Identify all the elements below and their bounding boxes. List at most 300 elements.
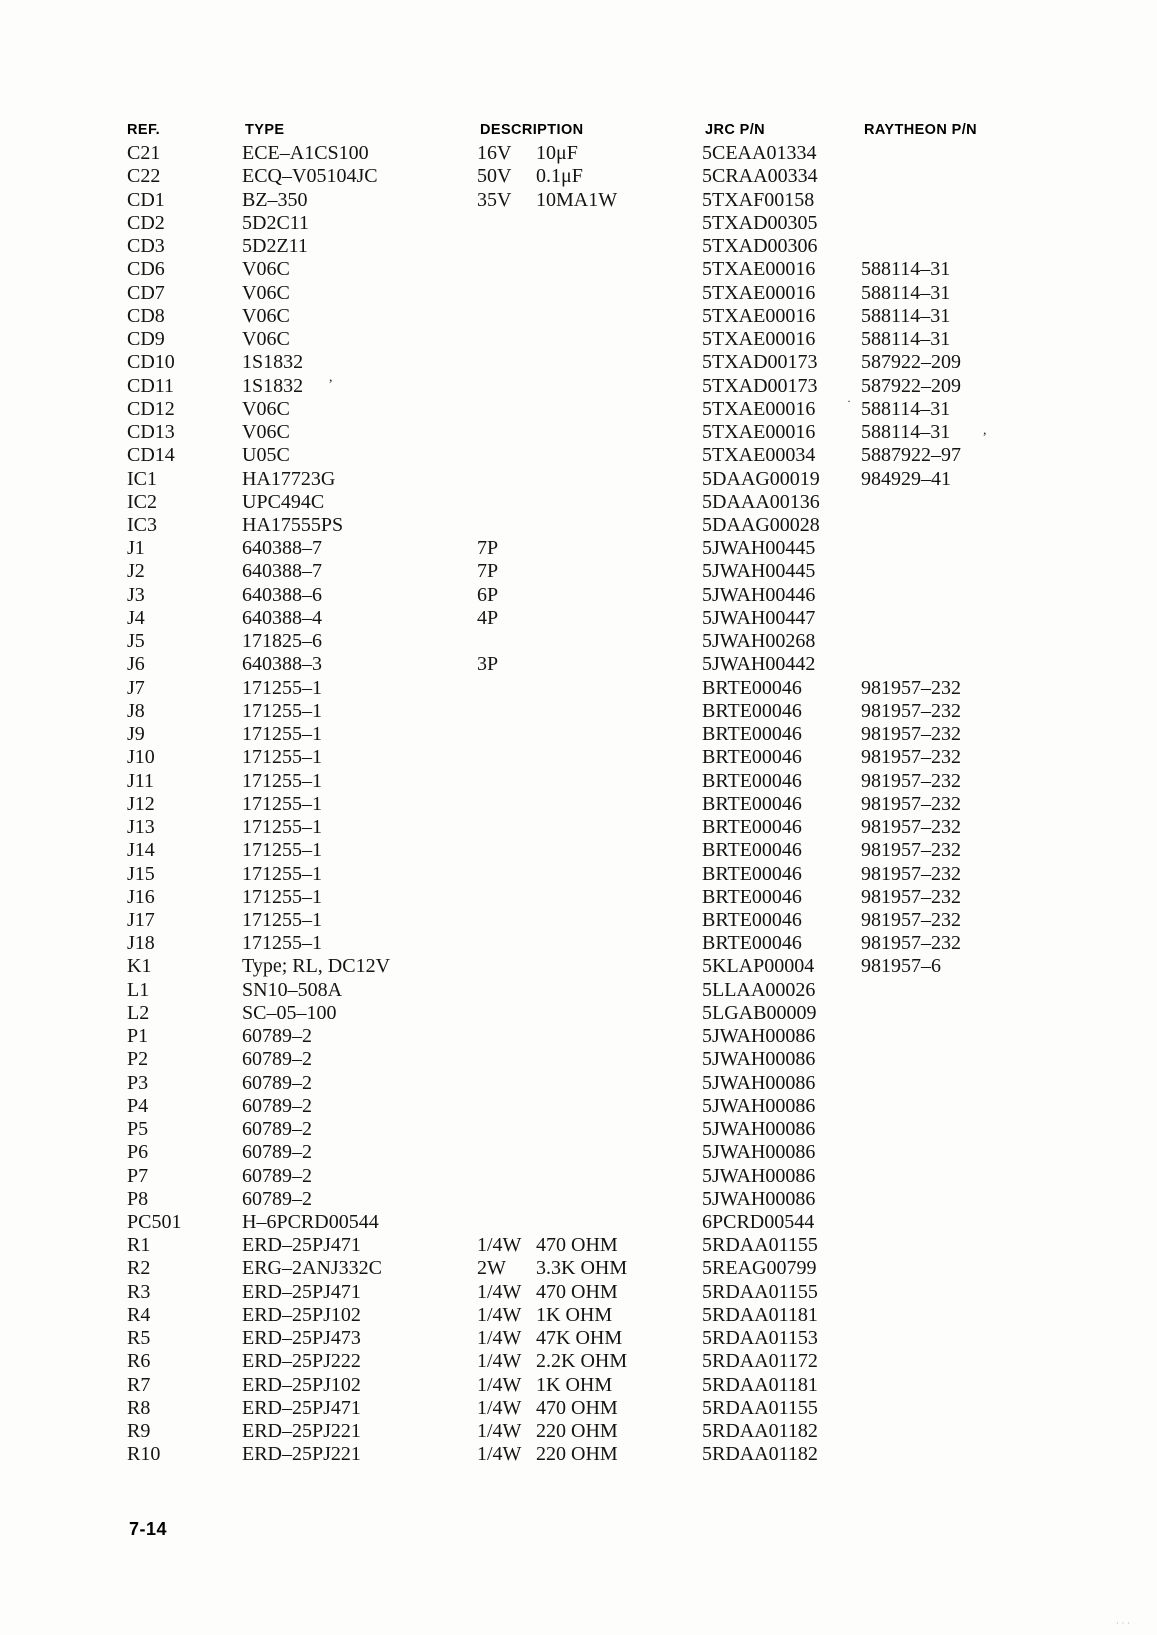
ref-cell: L2 xyxy=(127,1001,150,1024)
table-row xyxy=(127,258,1131,281)
description-cell xyxy=(477,537,702,560)
raytheon-pn-cell xyxy=(861,1374,1131,1397)
table-row xyxy=(127,212,1131,235)
type-cell: ERD–25PJ473 xyxy=(242,1327,361,1350)
table-row xyxy=(127,537,1131,560)
jrc-pn-cell: 5TXAD00173 xyxy=(702,351,818,374)
ref-cell: R7 xyxy=(127,1373,151,1396)
table-row xyxy=(127,328,1131,351)
type-cell: V06C xyxy=(242,328,290,351)
table-row xyxy=(127,1165,1131,1188)
description-rating: 35V xyxy=(477,188,512,211)
description-rating xyxy=(477,816,536,839)
type-cell: ERD–25PJ221 xyxy=(242,1443,361,1466)
jrc-pn-cell: 5TXAD00306 xyxy=(702,235,818,258)
raytheon-pn-cell xyxy=(861,630,1131,653)
type-cell: 60789–2 xyxy=(242,1118,312,1141)
ref-cell: CD9 xyxy=(127,328,165,351)
type-cell: 640388–6 xyxy=(242,583,322,606)
description-cell xyxy=(477,816,702,839)
jrc-pn-cell: 5RDAA01181 xyxy=(702,1303,818,1326)
parts-table xyxy=(127,119,1131,1467)
type-cell: HA17723G xyxy=(242,467,336,490)
description-rating xyxy=(477,630,536,653)
ref-cell: J10 xyxy=(127,746,155,769)
description-rating: 1/4W xyxy=(477,1443,522,1466)
table-row xyxy=(127,235,1131,258)
table-row xyxy=(127,1211,1131,1234)
description-rating: 4P xyxy=(477,606,499,629)
jrc-pn-cell: 5RDAA01181 xyxy=(702,1373,818,1396)
table-row xyxy=(127,886,1131,909)
table-row xyxy=(127,305,1131,328)
table-row xyxy=(127,1188,1131,1211)
type-cell: ERD–25PJ471 xyxy=(242,1396,361,1419)
jrc-pn-cell: 5DAAG00019 xyxy=(702,467,820,490)
raytheon-pn-cell: 981957–232 xyxy=(861,723,961,746)
description-cell xyxy=(477,1281,702,1304)
type-cell: 60789–2 xyxy=(242,1187,312,1210)
description-cell xyxy=(477,1188,702,1211)
ref-cell: CD6 xyxy=(127,258,165,281)
jrc-pn-cell: BRTE00046 xyxy=(702,839,802,862)
table-row xyxy=(127,1072,1131,1095)
table-row xyxy=(127,1234,1131,1257)
raytheon-pn-cell: 587922–209 xyxy=(861,351,961,374)
ref-cell: P3 xyxy=(127,1071,149,1094)
raytheon-pn-cell xyxy=(861,1211,1131,1234)
description-value: 2.2K OHM xyxy=(536,1350,628,1373)
raytheon-pn-cell: 588114–31 xyxy=(861,421,951,444)
raytheon-pn-cell: 981957–232 xyxy=(861,885,961,908)
type-cell: 171255–1 xyxy=(242,792,322,815)
scan-artifact: , xyxy=(329,370,333,385)
type-cell: 171255–1 xyxy=(242,932,322,955)
ref-cell: J15 xyxy=(127,862,155,885)
description-cell xyxy=(477,653,702,676)
raytheon-pn-cell: 981957–232 xyxy=(861,699,961,722)
raytheon-pn-cell xyxy=(861,560,1131,583)
raytheon-pn-cell xyxy=(861,1141,1131,1164)
jrc-pn-cell: 5TXAE00034 xyxy=(702,444,816,467)
raytheon-pn-cell: 981957–232 xyxy=(861,769,961,792)
description-rating xyxy=(477,723,536,746)
ref-cell: R2 xyxy=(127,1257,151,1280)
type-cell: ERD–25PJ471 xyxy=(242,1234,361,1257)
description-value: 0.1μF xyxy=(536,165,583,188)
jrc-pn-cell: 5JWAH00447 xyxy=(702,606,816,629)
jrc-pn-cell: 5TXAD00173 xyxy=(702,374,818,397)
raytheon-pn-cell xyxy=(861,1095,1131,1118)
ref-cell: IC2 xyxy=(127,490,157,513)
type-cell: V06C xyxy=(242,258,290,281)
jrc-pn-cell: 5RDAA01155 xyxy=(702,1280,818,1303)
description-cell xyxy=(477,909,702,932)
table-row xyxy=(127,1002,1131,1025)
raytheon-pn-cell xyxy=(861,1420,1131,1443)
raytheon-pn-cell: 981957–232 xyxy=(861,746,961,769)
ref-cell: CD1 xyxy=(127,188,165,211)
ref-cell: CD13 xyxy=(127,421,175,444)
table-row xyxy=(127,421,1131,444)
description-cell xyxy=(477,1025,702,1048)
ref-cell: J5 xyxy=(127,630,145,653)
description-cell xyxy=(477,979,702,1002)
jrc-pn-cell: BRTE00046 xyxy=(702,908,802,931)
raytheon-pn-cell: 981957–232 xyxy=(861,816,961,839)
jrc-pn-cell: 5TXAE00016 xyxy=(702,281,816,304)
jrc-pn-cell: BRTE00046 xyxy=(702,676,802,699)
type-cell: 1S1832 xyxy=(242,351,304,374)
ref-cell: J8 xyxy=(127,699,145,722)
ref-cell: J12 xyxy=(127,792,155,815)
raytheon-pn-cell xyxy=(861,1257,1131,1280)
description-cell xyxy=(477,1443,702,1466)
description-cell xyxy=(477,863,702,886)
description-rating xyxy=(477,746,536,769)
table-row xyxy=(127,1327,1131,1350)
ref-cell: J3 xyxy=(127,583,145,606)
description-value: 220 OHM xyxy=(536,1443,618,1466)
description-cell xyxy=(477,1350,702,1373)
description-cell xyxy=(477,351,702,374)
ref-cell: P7 xyxy=(127,1164,149,1187)
description-cell xyxy=(477,1141,702,1164)
description-rating xyxy=(477,468,536,491)
table-row xyxy=(127,863,1131,886)
ref-cell: R5 xyxy=(127,1327,151,1350)
jrc-pn-cell: 5JWAH00268 xyxy=(702,630,816,653)
type-cell: ERD–25PJ222 xyxy=(242,1350,361,1373)
description-rating xyxy=(477,979,536,1002)
jrc-pn-cell: BRTE00046 xyxy=(702,885,802,908)
type-cell: ERD–25PJ102 xyxy=(242,1373,361,1396)
type-cell: ERD–25PJ221 xyxy=(242,1420,361,1443)
description-rating xyxy=(477,770,536,793)
ref-cell: R9 xyxy=(127,1420,151,1443)
type-cell: ERG–2ANJ332C xyxy=(242,1257,383,1280)
description-cell xyxy=(477,212,702,235)
jrc-pn-cell: 5TXAE00016 xyxy=(702,258,816,281)
table-row xyxy=(127,1397,1131,1420)
type-cell: 640388–4 xyxy=(242,606,322,629)
description-value: 10μF xyxy=(536,142,578,165)
table-row xyxy=(127,468,1131,491)
raytheon-pn-cell: 981957–232 xyxy=(861,839,961,862)
table-body xyxy=(127,142,1131,1466)
table-row xyxy=(127,189,1131,212)
description-rating xyxy=(477,375,536,398)
jrc-pn-cell: 5JWAH00086 xyxy=(702,1187,816,1210)
table-row xyxy=(127,723,1131,746)
raytheon-pn-cell xyxy=(861,1048,1131,1071)
ref-cell: CD7 xyxy=(127,281,165,304)
ref-cell: P5 xyxy=(127,1118,149,1141)
description-cell xyxy=(477,421,702,444)
type-cell: BZ–350 xyxy=(242,188,308,211)
jrc-pn-cell: 5TXAD00305 xyxy=(702,211,818,234)
jrc-pn-cell: 5CEAA01334 xyxy=(702,142,817,165)
type-cell: 171255–1 xyxy=(242,723,322,746)
type-cell: ECQ–V05104JC xyxy=(242,165,378,188)
column-header-ref: REF. xyxy=(127,122,161,138)
ref-cell: CD14 xyxy=(127,444,175,467)
description-rating xyxy=(477,282,536,305)
jrc-pn-cell: 5DAAG00028 xyxy=(702,513,820,536)
type-cell: 60789–2 xyxy=(242,1071,312,1094)
jrc-pn-cell: 5TXAF00158 xyxy=(702,188,815,211)
table-row xyxy=(127,1443,1131,1466)
description-rating xyxy=(477,444,536,467)
column-header-jrc-pn: JRC P/N xyxy=(705,122,766,138)
table-row xyxy=(127,1095,1131,1118)
ref-cell: R3 xyxy=(127,1280,151,1303)
description-cell xyxy=(477,1397,702,1420)
description-cell xyxy=(477,189,702,212)
description-rating: 7P xyxy=(477,537,499,560)
description-rating xyxy=(477,235,536,258)
description-cell xyxy=(477,677,702,700)
table-header-row xyxy=(127,119,1131,142)
type-cell: ERD–25PJ102 xyxy=(242,1303,361,1326)
table-row xyxy=(127,1048,1131,1071)
description-rating xyxy=(477,258,536,281)
jrc-pn-cell: BRTE00046 xyxy=(702,862,802,885)
type-cell: 171255–1 xyxy=(242,816,322,839)
raytheon-pn-cell: 587922–209 xyxy=(861,374,961,397)
description-cell xyxy=(477,700,702,723)
description-cell xyxy=(477,1304,702,1327)
scan-artifact: · xyxy=(847,394,851,408)
jrc-pn-cell: 5JWAH00446 xyxy=(702,583,816,606)
description-rating xyxy=(477,1025,536,1048)
ref-cell: J13 xyxy=(127,816,155,839)
description-cell xyxy=(477,235,702,258)
description-rating xyxy=(477,1118,536,1141)
table-row xyxy=(127,560,1131,583)
ref-cell: L1 xyxy=(127,978,150,1001)
type-cell: 171255–1 xyxy=(242,676,322,699)
jrc-pn-cell: 5TXAE00016 xyxy=(702,304,816,327)
raytheon-pn-cell xyxy=(861,514,1131,537)
description-cell xyxy=(477,584,702,607)
description-value: 47K OHM xyxy=(536,1327,623,1350)
description-value: 10MA1W xyxy=(536,188,618,211)
jrc-pn-cell: 5TXAE00016 xyxy=(702,421,816,444)
jrc-pn-cell: 5TXAE00016 xyxy=(702,397,816,420)
description-rating xyxy=(477,1072,536,1095)
description-rating: 1/4W xyxy=(477,1396,522,1419)
ref-cell: J17 xyxy=(127,908,155,931)
description-cell xyxy=(477,1118,702,1141)
jrc-pn-cell: BRTE00046 xyxy=(702,746,802,769)
jrc-pn-cell: 5JWAH00086 xyxy=(702,1048,816,1071)
ref-cell: R8 xyxy=(127,1396,151,1419)
description-rating: 1/4W xyxy=(477,1303,522,1326)
jrc-pn-cell: 5JWAH00086 xyxy=(702,1025,816,1048)
ref-cell: CD2 xyxy=(127,211,165,234)
table-row xyxy=(127,677,1131,700)
type-cell: 5D2C11 xyxy=(242,211,310,234)
table-row xyxy=(127,1374,1131,1397)
raytheon-pn-cell xyxy=(861,189,1131,212)
description-cell xyxy=(477,1072,702,1095)
jrc-pn-cell: 6PCRD00544 xyxy=(702,1211,815,1234)
ref-cell: CD8 xyxy=(127,304,165,327)
jrc-pn-cell: 5JWAH00445 xyxy=(702,537,816,560)
column-header-raytheon-pn: RAYTHEON P/N xyxy=(864,122,978,138)
description-cell xyxy=(477,328,702,351)
description-cell xyxy=(477,398,702,421)
description-rating xyxy=(477,398,536,421)
description-cell xyxy=(477,770,702,793)
raytheon-pn-cell xyxy=(861,142,1131,165)
column-header-description: DESCRIPTION xyxy=(480,122,584,138)
raytheon-pn-cell xyxy=(861,1025,1131,1048)
type-cell: 60789–2 xyxy=(242,1094,312,1117)
description-rating: 6P xyxy=(477,583,499,606)
description-cell xyxy=(477,444,702,467)
raytheon-pn-cell xyxy=(861,1350,1131,1373)
jrc-pn-cell: BRTE00046 xyxy=(702,769,802,792)
description-cell xyxy=(477,1165,702,1188)
raytheon-pn-cell xyxy=(861,1188,1131,1211)
description-value: 220 OHM xyxy=(536,1420,618,1443)
type-cell: V06C xyxy=(242,397,290,420)
description-rating xyxy=(477,1141,536,1164)
jrc-pn-cell: 5RDAA01153 xyxy=(702,1327,818,1350)
description-rating xyxy=(477,491,536,514)
type-cell: 5D2Z11 xyxy=(242,235,308,258)
raytheon-pn-cell: 984929–41 xyxy=(861,467,951,490)
description-rating xyxy=(477,677,536,700)
table-row xyxy=(127,282,1131,305)
raytheon-pn-cell: 981957–232 xyxy=(861,676,961,699)
raytheon-pn-cell: 981957–232 xyxy=(861,792,961,815)
description-rating: 3P xyxy=(477,653,499,676)
table-row xyxy=(127,444,1131,467)
raytheon-pn-cell: 981957–6 xyxy=(861,955,941,978)
jrc-pn-cell: BRTE00046 xyxy=(702,723,802,746)
description-cell xyxy=(477,491,702,514)
type-cell: 60789–2 xyxy=(242,1164,312,1187)
ref-cell: C22 xyxy=(127,165,161,188)
table-row xyxy=(127,630,1131,653)
ref-cell: R6 xyxy=(127,1350,151,1373)
raytheon-pn-cell: 588114–31 xyxy=(861,281,951,304)
table-row xyxy=(127,839,1131,862)
description-cell xyxy=(477,630,702,653)
jrc-pn-cell: BRTE00046 xyxy=(702,792,802,815)
description-rating xyxy=(477,932,536,955)
ref-cell: P8 xyxy=(127,1187,149,1210)
description-rating xyxy=(477,1002,536,1025)
jrc-pn-cell: 5LLAA00026 xyxy=(702,978,816,1001)
description-rating: 1/4W xyxy=(477,1234,522,1257)
type-cell: 171255–1 xyxy=(242,839,322,862)
jrc-pn-cell: 5JWAH00086 xyxy=(702,1141,816,1164)
description-rating: 16V xyxy=(477,142,512,165)
type-cell: 171255–1 xyxy=(242,746,322,769)
table-row xyxy=(127,909,1131,932)
description-cell xyxy=(477,886,702,909)
table-row xyxy=(127,584,1131,607)
table-row xyxy=(127,979,1131,1002)
ref-cell: P1 xyxy=(127,1025,149,1048)
type-cell: SC–05–100 xyxy=(242,1001,337,1024)
raytheon-pn-cell xyxy=(861,537,1131,560)
type-cell: 171255–1 xyxy=(242,908,322,931)
type-cell: 171255–1 xyxy=(242,769,322,792)
description-cell xyxy=(477,1420,702,1443)
table-row xyxy=(127,1257,1131,1280)
ref-cell: CD12 xyxy=(127,397,175,420)
table-row xyxy=(127,1420,1131,1443)
ref-cell: J14 xyxy=(127,839,155,862)
type-cell: 171255–1 xyxy=(242,862,322,885)
jrc-pn-cell: 5RDAA01182 xyxy=(702,1443,818,1466)
jrc-pn-cell: 5CRAA00334 xyxy=(702,165,818,188)
table-row xyxy=(127,932,1131,955)
type-cell: Type; RL, DC12V xyxy=(242,955,391,978)
ref-cell: P4 xyxy=(127,1094,149,1117)
description-rating: 50V xyxy=(477,165,512,188)
ref-cell: R1 xyxy=(127,1234,151,1257)
raytheon-pn-cell xyxy=(861,1072,1131,1095)
type-cell: 60789–2 xyxy=(242,1025,312,1048)
raytheon-pn-cell xyxy=(861,1327,1131,1350)
raytheon-pn-cell xyxy=(861,1234,1131,1257)
ref-cell: J6 xyxy=(127,653,145,676)
table-row xyxy=(127,607,1131,630)
table-row xyxy=(127,653,1131,676)
description-cell xyxy=(477,607,702,630)
description-rating xyxy=(477,863,536,886)
raytheon-pn-cell xyxy=(861,1397,1131,1420)
table-row xyxy=(127,793,1131,816)
jrc-pn-cell: 5LGAB00009 xyxy=(702,1001,817,1024)
description-rating: 1/4W xyxy=(477,1350,522,1373)
jrc-pn-cell: BRTE00046 xyxy=(702,699,802,722)
description-rating xyxy=(477,1095,536,1118)
description-rating xyxy=(477,886,536,909)
raytheon-pn-cell: 981957–232 xyxy=(861,932,961,955)
type-cell: 171255–1 xyxy=(242,699,322,722)
table-row xyxy=(127,816,1131,839)
jrc-pn-cell: 5JWAH00445 xyxy=(702,560,816,583)
jrc-pn-cell: BRTE00046 xyxy=(702,816,802,839)
table-row xyxy=(127,1118,1131,1141)
raytheon-pn-cell xyxy=(861,1304,1131,1327)
description-value: 1K OHM xyxy=(536,1373,613,1396)
ref-cell: P2 xyxy=(127,1048,149,1071)
description-cell xyxy=(477,1002,702,1025)
description-cell xyxy=(477,932,702,955)
table-row xyxy=(127,1304,1131,1327)
description-rating xyxy=(477,1211,536,1234)
table-row xyxy=(127,491,1131,514)
jrc-pn-cell: 5RDAA01172 xyxy=(702,1350,818,1373)
ref-cell: CD11 xyxy=(127,374,175,397)
scan-artifact: , xyxy=(983,423,987,438)
jrc-pn-cell: 5JWAH00086 xyxy=(702,1071,816,1094)
description-cell xyxy=(477,142,702,165)
page-number: 7-14 xyxy=(129,1519,168,1539)
raytheon-pn-cell xyxy=(861,584,1131,607)
type-cell: U05C xyxy=(242,444,290,467)
description-cell xyxy=(477,723,702,746)
table-row xyxy=(127,955,1131,978)
